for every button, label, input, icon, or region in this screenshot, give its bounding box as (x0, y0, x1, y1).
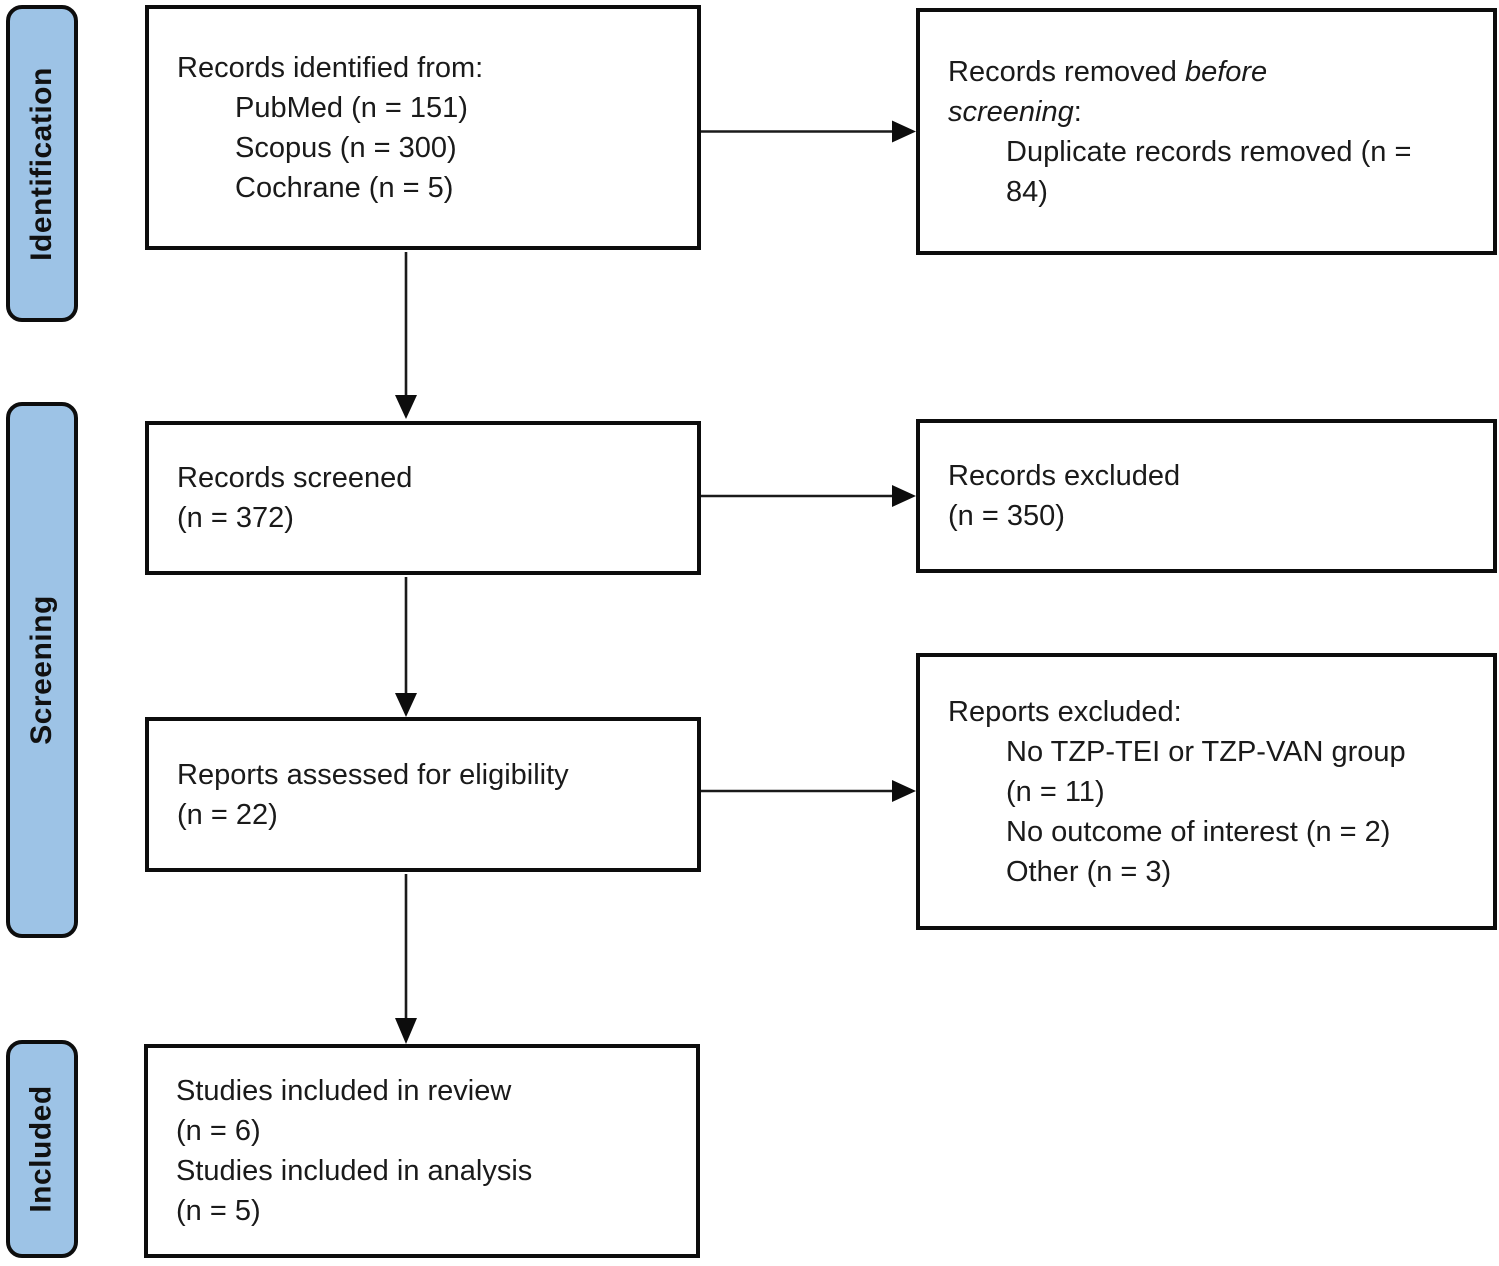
box-studies-included (144, 1044, 700, 1258)
records-screened-count: (n = 372) (177, 502, 294, 534)
arrow-assessed-to-included (395, 874, 417, 1044)
arrow-identified-to-screened (395, 252, 417, 419)
stage-identification (6, 5, 78, 322)
records-identified-title: Records identified from: (177, 51, 484, 84)
records-identified-source-pubmed: PubMed (n = 151) (235, 91, 468, 124)
records-excluded-label: Records excluded (948, 460, 1181, 492)
studies-included-analysis-count: (n = 5) (176, 1195, 261, 1227)
stage-included (6, 1040, 78, 1258)
studies-included-analysis-label: Studies included in analysis (176, 1155, 533, 1187)
box-records-identified (145, 5, 701, 250)
stage-included-label: Included (25, 1085, 58, 1213)
reports-assessed-label: Reports assessed for eligibility (177, 758, 569, 791)
box-reports-excluded (916, 653, 1497, 930)
records-removed-title-normal: Records removed (948, 55, 1185, 88)
studies-included-review-count: (n = 6) (176, 1115, 261, 1147)
records-excluded-count: (n = 350) (948, 500, 1065, 532)
arrow-screened-to-excluded (701, 485, 916, 507)
stage-screening (6, 402, 78, 938)
box-records-excluded (916, 419, 1497, 573)
studies-included-review-label: Studies included in review (176, 1075, 512, 1107)
reports-assessed-count: (n = 22) (177, 798, 278, 831)
arrow-screened-to-assessed (395, 577, 417, 717)
box-records-screened (145, 421, 701, 575)
records-removed-duplicates: Duplicate records removed (n = 84) (1006, 135, 1412, 208)
records-removed-title (948, 52, 1368, 132)
stage-screening-label: Screening (25, 595, 58, 745)
reports-excluded-title: Reports excluded: (948, 695, 1182, 728)
records-identified-source-scopus: Scopus (n = 300) (235, 131, 457, 164)
records-identified-source-cochrane: Cochrane (n = 5) (235, 171, 454, 204)
box-reports-assessed (145, 717, 701, 872)
records-screened-label: Records screened (177, 462, 413, 494)
arrow-identified-to-removed (701, 121, 916, 143)
records-removed-title-tail: : (1073, 95, 1082, 128)
reports-excluded-reason-group: No TZP-TEI or TZP-VAN group (n = 11) (1006, 735, 1406, 808)
reports-excluded-reason-outcome: No outcome of interest (n = 2) (1006, 815, 1391, 848)
reports-excluded-reason-other: Other (n = 3) (1006, 855, 1172, 888)
stage-identification-label: Identification (25, 66, 59, 261)
records-removed-title-italic: before screening (948, 55, 1268, 128)
arrow-assessed-to-reports-excluded (701, 780, 916, 802)
box-records-removed (916, 8, 1497, 255)
